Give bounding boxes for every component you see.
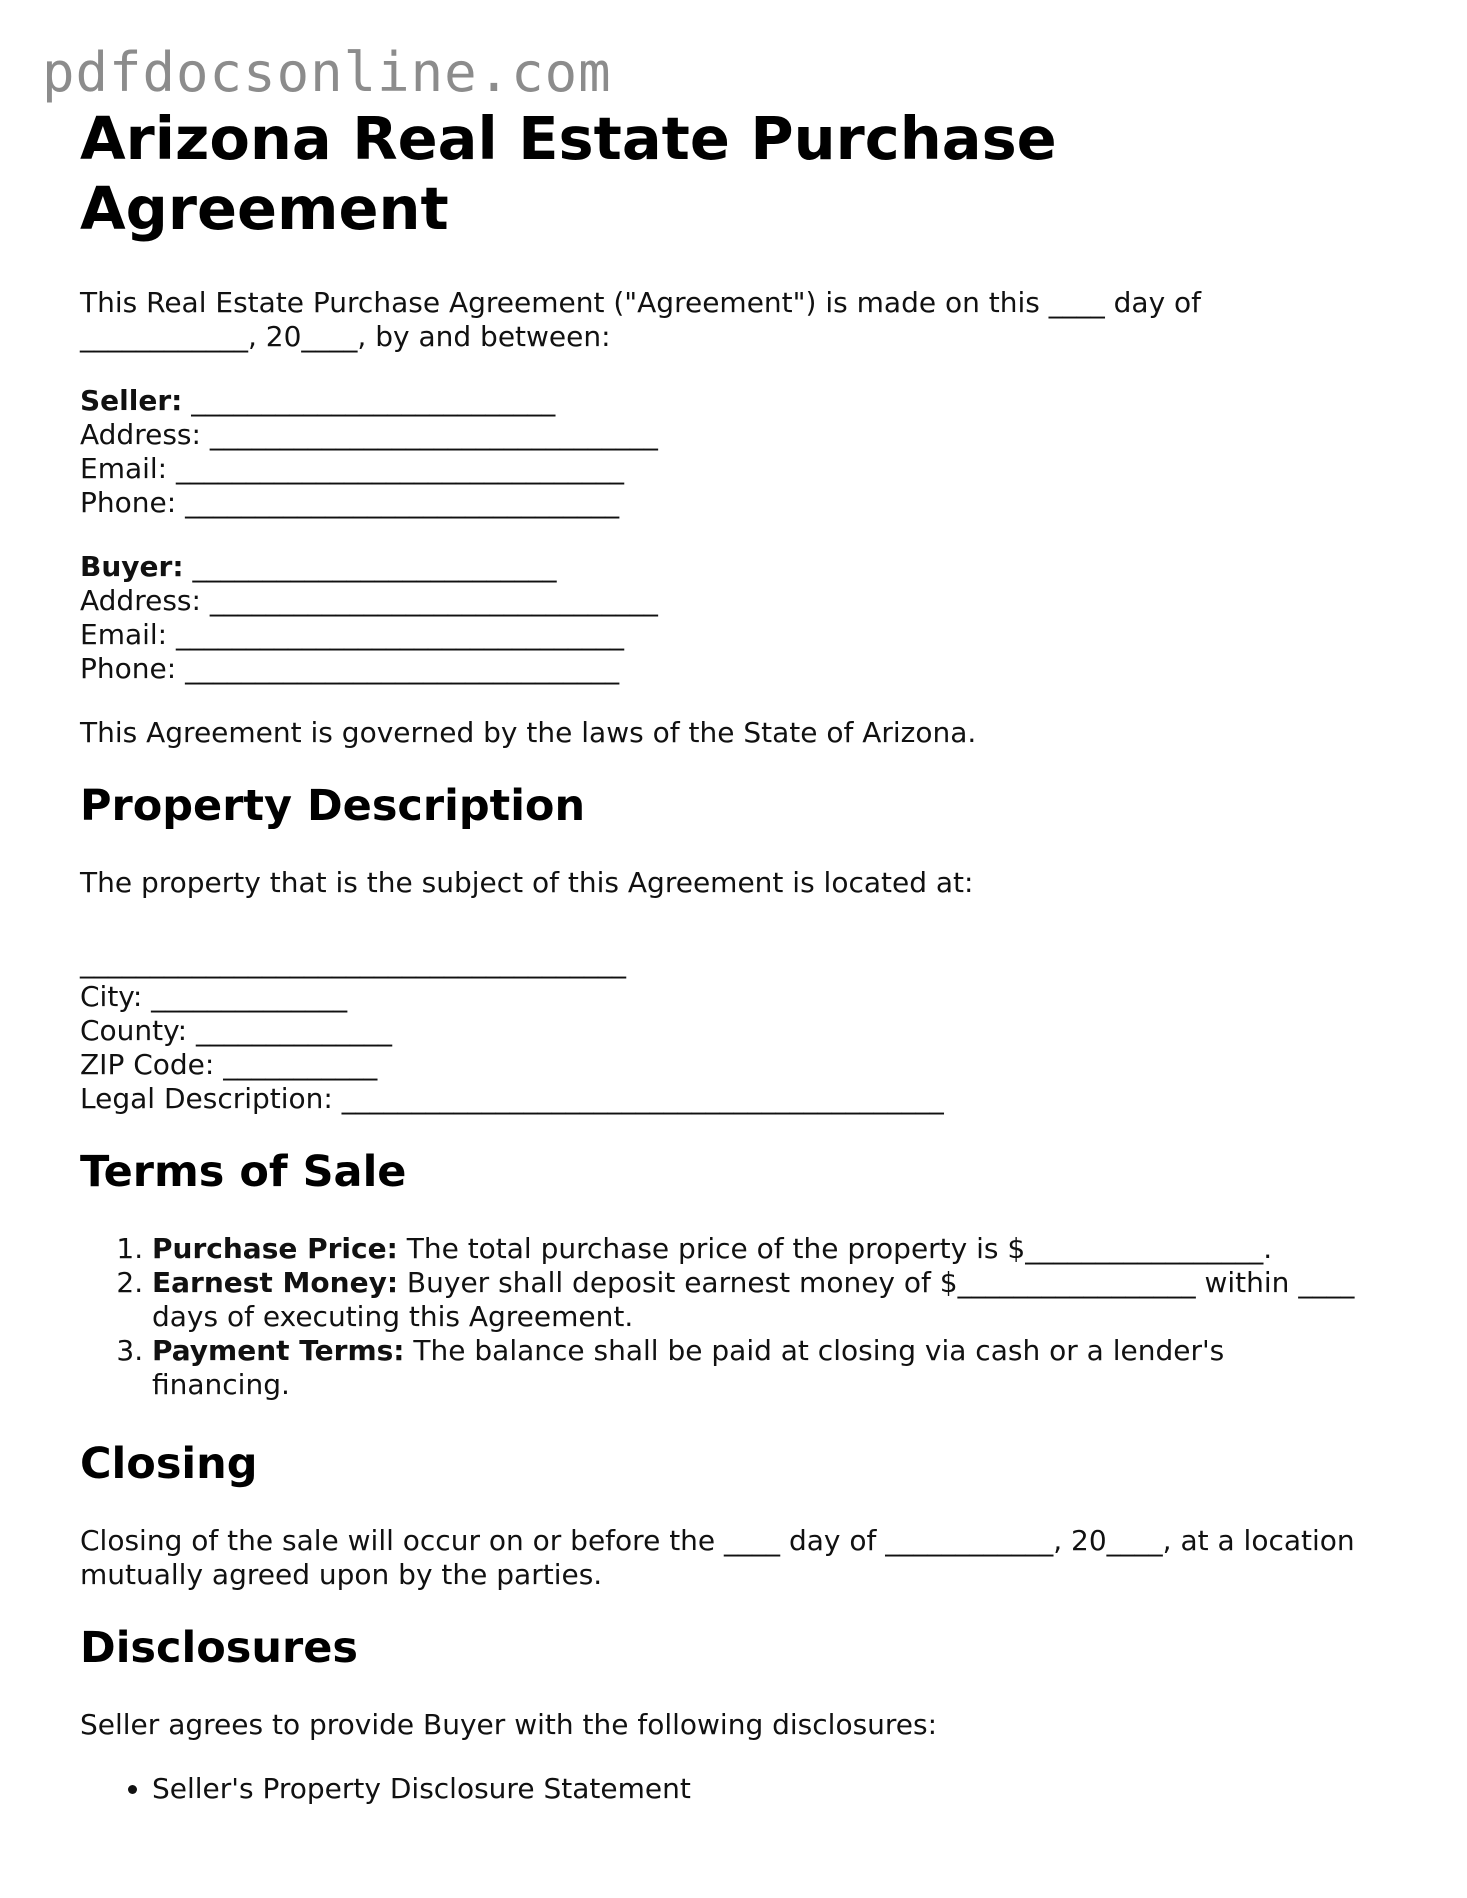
property-zip-line[interactable]: ZIP Code: ___________ [80, 1048, 378, 1081]
terms-list [80, 1232, 1370, 1402]
terms-item-text: The total purchase price of the property is $_________________. [397, 1232, 1273, 1265]
terms-item-text: The balance shall be paid at closing via cash or a lender's financing. [152, 1334, 1225, 1401]
disclosures-heading: Disclosures [80, 1623, 358, 1673]
disclosures-list [80, 1772, 1370, 1806]
property-legal-line[interactable]: Legal Description: ___________________________________________ [80, 1082, 944, 1115]
disclosures-intro: Seller agrees to provide Buyer with the following disclosures: [80, 1708, 938, 1741]
terms-item [152, 1232, 1370, 1266]
terms-item [152, 1334, 1370, 1402]
document-title: Arizona Real Estate Purchase Agreement [80, 104, 1057, 243]
property-block [80, 946, 1370, 1116]
property-intro: The property that is the subject of this Agreement is located at: [80, 866, 974, 899]
seller-email-line[interactable]: Email: ________________________________ [80, 452, 625, 485]
property-address-blank[interactable]: _______________________________________ [80, 946, 626, 979]
buyer-name-blank[interactable]: __________________________ [192, 550, 557, 583]
document-page [80, 104, 1370, 1806]
disclosure-item: • Seller's Property Disclosure Statement [152, 1772, 1370, 1806]
seller-address-line[interactable]: Address: ________________________________ [80, 418, 658, 451]
buyer-block [80, 550, 1370, 686]
seller-phone-line[interactable]: Phone: _______________________________ [80, 486, 620, 519]
property-county-line[interactable]: County: ______________ [80, 1014, 393, 1047]
intro-paragraph: This Real Estate Purchase Agreement ("Agreement") is made on this ____ day of ____________, 20____, by and between: [80, 286, 1210, 353]
terms-item-label: Purchase Price: [152, 1232, 398, 1265]
governing-law-text: This Agreement is governed by the laws of the State of Arizona. [80, 716, 977, 749]
closing-heading: Closing [80, 1439, 258, 1489]
property-heading: Property Description [80, 781, 586, 831]
seller-block [80, 384, 1370, 520]
closing-text: Closing of the sale will occur on or before the ____ day of ____________, 20____, at a location mutually agreed upon by the parties. [80, 1524, 1364, 1591]
buyer-phone-line[interactable]: Phone: _______________________________ [80, 652, 620, 685]
terms-item-label: Payment Terms: [152, 1334, 405, 1367]
terms-item-label: Earnest Money: [152, 1266, 399, 1299]
buyer-label: Buyer: [80, 550, 184, 583]
watermark-text: pdfdocsonline.com [42, 41, 612, 104]
seller-name-blank[interactable]: __________________________ [191, 384, 556, 417]
terms-item [152, 1266, 1370, 1334]
buyer-address-line[interactable]: Address: ________________________________ [80, 584, 658, 617]
property-city-line[interactable]: City: ______________ [80, 980, 348, 1013]
buyer-name-line [80, 550, 1370, 584]
seller-label: Seller: [80, 384, 183, 417]
seller-name-line [80, 384, 1370, 418]
buyer-email-line[interactable]: Email: ________________________________ [80, 618, 625, 651]
terms-heading: Terms of Sale [80, 1147, 407, 1197]
terms-item-text: Buyer shall deposit earnest money of $_________________ within ____ days of executing this Agreement. [152, 1266, 1355, 1333]
